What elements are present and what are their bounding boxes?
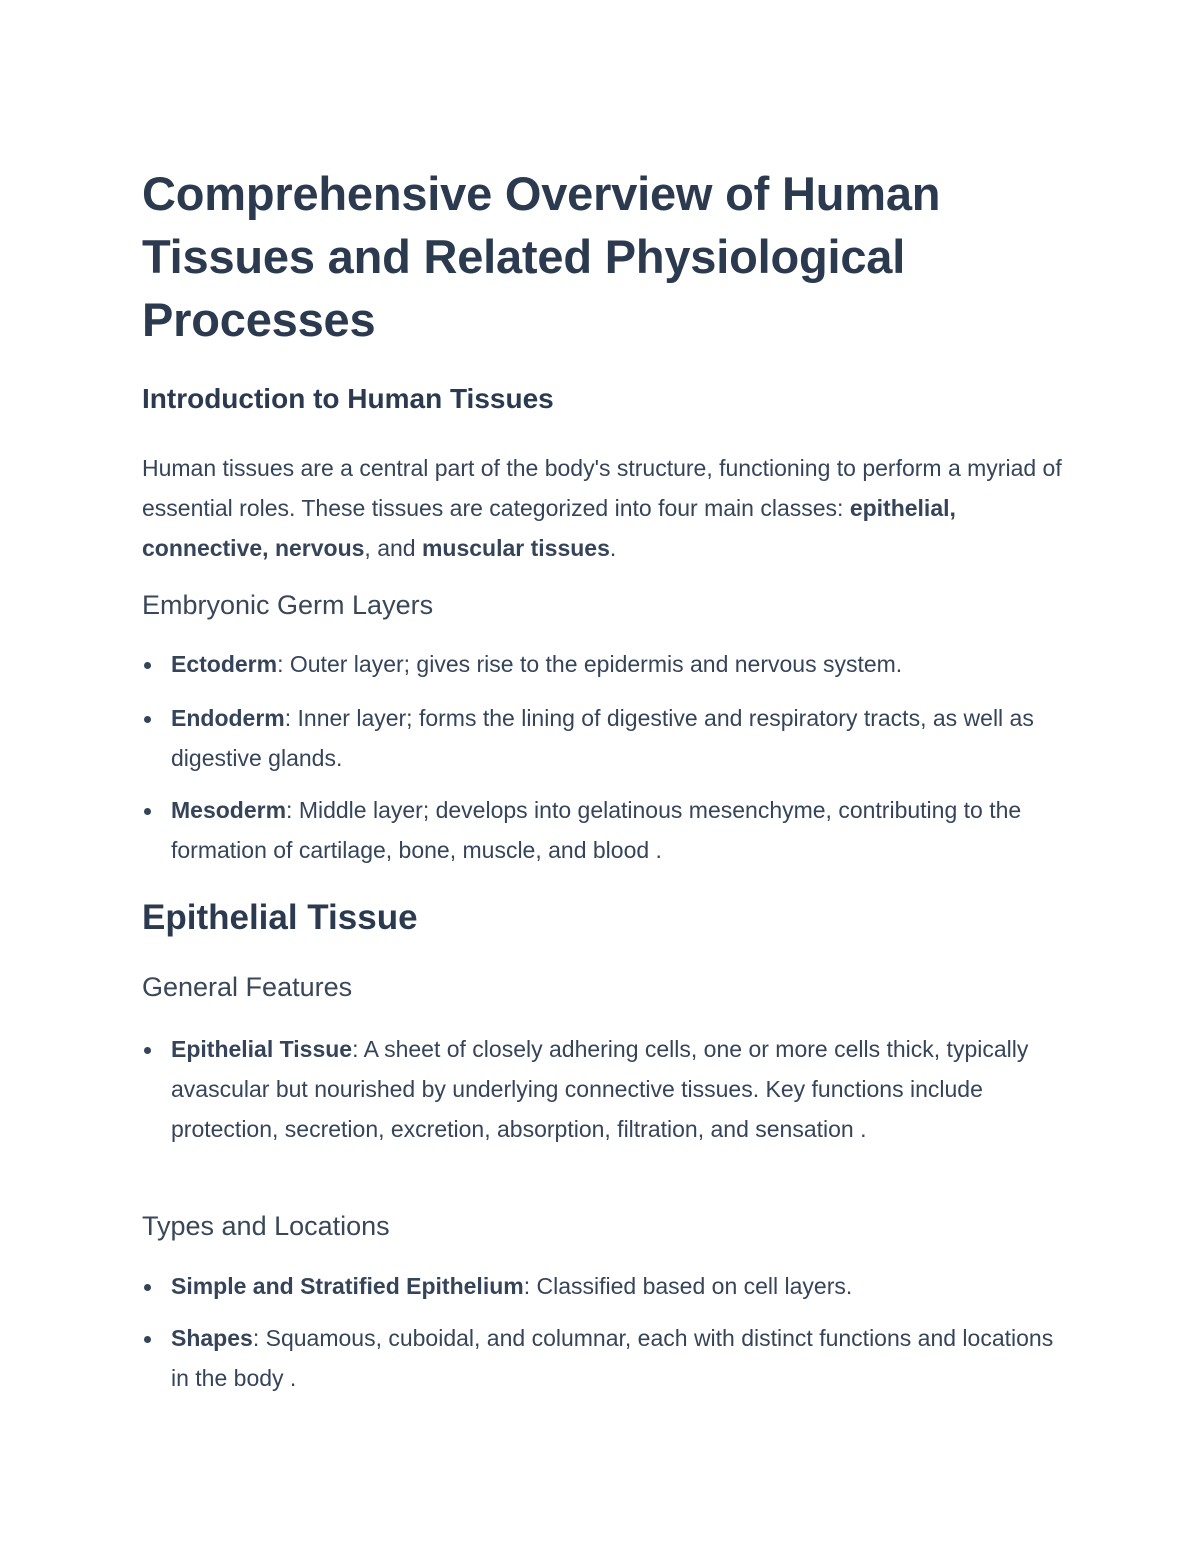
bullet-icon bbox=[144, 1047, 151, 1054]
intro-paragraph-end: . bbox=[609, 535, 617, 561]
bullet-icon bbox=[144, 716, 151, 723]
general-features-list bbox=[142, 1029, 1072, 1149]
list-item-text: : Inner layer; forms the lining of digestive and respiratory tracts, as well as digestive glands. bbox=[171, 705, 1034, 771]
list-item bbox=[142, 698, 1072, 778]
intro-paragraph-lead: Human tissues are a central part of the body's structure, functioning to perform a myriad of essential roles. These tissues are categorized into four main classes: bbox=[142, 455, 1062, 521]
list-item-term: Ectoderm bbox=[171, 651, 278, 677]
epithelial-heading: Epithelial Tissue bbox=[142, 898, 418, 937]
class-epithelial: epithelial bbox=[849, 495, 950, 521]
bullet-icon bbox=[144, 1336, 151, 1343]
class-separator: , bbox=[949, 495, 956, 521]
list-item-text: : A sheet of closely adhering cells, one or more cells thick, typically avascular but nourished by underlying connective tissues. Key functions include protection, secretion, excretion, absorption, filtration, and sensation . bbox=[171, 1036, 1029, 1142]
types-locations-list bbox=[142, 1266, 1072, 1306]
intro-paragraph bbox=[142, 448, 1072, 568]
list-item bbox=[142, 1266, 1072, 1306]
list-item-term: Mesoderm bbox=[171, 797, 287, 823]
list-item-term: Endoderm bbox=[171, 705, 285, 731]
document-title: Comprehensive Overview of Human Tissues and Related Physiological Processes bbox=[142, 167, 941, 346]
class-separator: , and bbox=[364, 535, 422, 561]
list-item bbox=[142, 1318, 1072, 1398]
intro-heading: Introduction to Human Tissues bbox=[142, 383, 554, 414]
class-nervous: nervous bbox=[274, 535, 365, 561]
list-item-text: : Outer layer; gives rise to the epidermis and nervous system. bbox=[277, 651, 903, 677]
bullet-icon bbox=[144, 662, 151, 669]
types-locations-list bbox=[142, 1318, 1072, 1398]
class-separator: , bbox=[262, 535, 275, 561]
germ-layers-list bbox=[142, 644, 1072, 684]
list-item-text: : Middle layer; develops into gelatinous mesenchyme, contributing to the formation of cartilage, bone, muscle, and blood . bbox=[171, 797, 1022, 863]
bullet-icon bbox=[144, 1284, 151, 1291]
general-features-heading: General Features bbox=[142, 972, 353, 1002]
germ-layers-list bbox=[142, 790, 1072, 870]
types-locations-heading: Types and Locations bbox=[142, 1211, 390, 1241]
class-muscular: muscular tissues bbox=[421, 535, 610, 561]
germ-layers-heading: Embryonic Germ Layers bbox=[142, 590, 434, 620]
class-connective: connective bbox=[142, 535, 263, 561]
list-item-term: Epithelial Tissue bbox=[171, 1036, 353, 1062]
germ-layers-list bbox=[142, 698, 1072, 778]
list-item-text: : Squamous, cuboidal, and columnar, each with distinct functions and locations in the body . bbox=[171, 1325, 1054, 1391]
list-item bbox=[142, 790, 1072, 870]
list-item-term: Simple and Stratified Epithelium bbox=[171, 1273, 524, 1299]
list-item bbox=[142, 644, 1072, 684]
bullet-icon bbox=[144, 808, 151, 815]
list-item-text: : Classified based on cell layers. bbox=[523, 1273, 853, 1299]
list-item bbox=[142, 1029, 1072, 1149]
list-item-term: Shapes bbox=[171, 1325, 253, 1351]
